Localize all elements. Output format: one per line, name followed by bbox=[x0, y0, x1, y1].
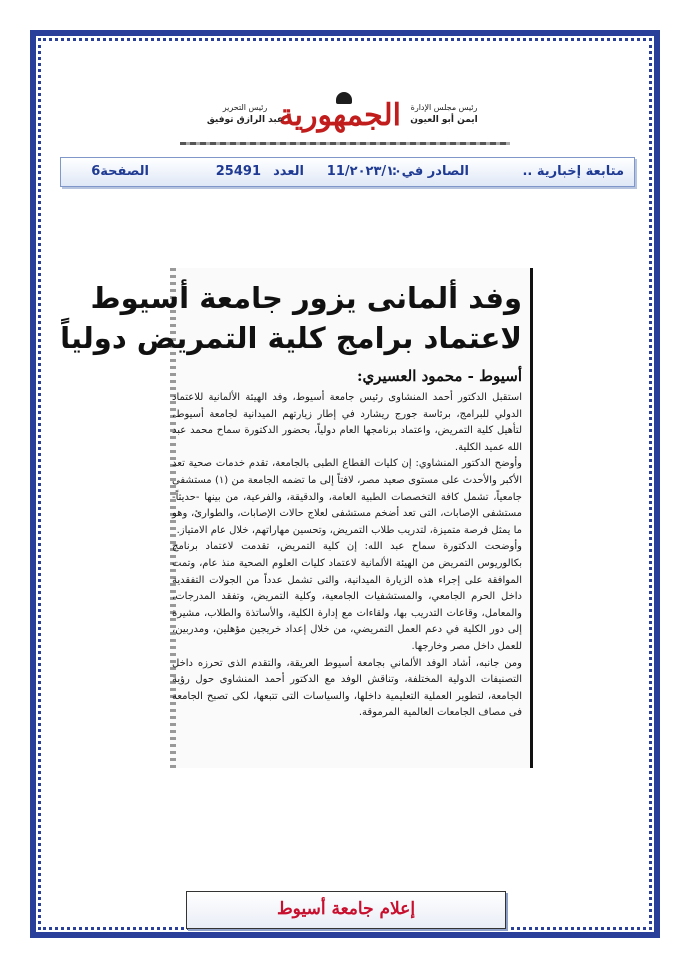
article-body bbox=[172, 390, 522, 722]
masthead-chairman-name: ايمن أبو العيون bbox=[410, 115, 478, 125]
newspaper-logo: الجمهورية bbox=[278, 98, 401, 133]
section-label: متابعة إخبارية .. bbox=[522, 164, 624, 179]
newspaper-masthead bbox=[205, 96, 485, 140]
masthead-chairman-role: رئيس مجلس الإدارة bbox=[410, 103, 478, 112]
newspaper-clipping bbox=[60, 268, 533, 768]
masthead-editor-role: رئيس التحرير bbox=[222, 103, 268, 112]
article-paragraph: وأوضحت الدكتورة سماح عبد الله: إن كلية التمريض، تقدمت لاعتماد برنامج بكالوريوس التمريض من الهيئة الألمانية لاعتماد كليات العلوم الصحية منذ عام، وتمت الموافقة على إجراء هذه الزيارة الميدانية، والتى تشمل عدداً من الجولات التفقدية داخل الحرم الجامعي، والمستشفيات الجامعية، وكلية التمريض، وتفقد المدرجات، والمعامل، وقاعات التدريب بها، ولقاءات مع إدارة الكلية، والأساتذة والطلاب، مشيرة إلى دور الكلية في دعم العمل التمريضي، من خلال إعداد خريجين مؤهلين، ومدربين، للعمل داخل مصر وخارجها. bbox=[172, 541, 522, 652]
article-headline bbox=[60, 278, 522, 358]
footer-credit: إعلام جامعة أسيوط bbox=[276, 899, 416, 919]
headline-line-2: لاعتماد برامج كلية التمريض دولياً bbox=[60, 321, 522, 355]
article-paragraph: وأوضح الدكتور المنشاوي: إن كليات القطاع الطبى بالجامعة، تقدم خدمات صحية تعد الأكبر والأحدث على مستوى صعيد مصر، لافتاً إلى ما تضمه الجامعة من (١) مستشفى جامعياً، تشمل كافة التخصصات الطبية العامة، والدقيقة، والفرعية، من بينها -حديثاً- مستشفى الإصابات، التى تعد أضخم مستشفى لعلاج حالات الإصابات، والطوارئ، وهو ما يمثل فرصة متميزة، لتدريب طلاب التمريض، وتحسين مهاراتهم، خلال عام الامتياز. bbox=[172, 458, 522, 536]
masthead-chairman bbox=[403, 102, 485, 126]
masthead-rule bbox=[180, 142, 510, 145]
masthead-editor bbox=[205, 102, 285, 126]
article-paragraph: استقبل الدكتور أحمد المنشاوى رئيس جامعة أسيوط، وفد الهيئة الألمانية للاعتماد الدولي للبرامج، برئاسة جورج ريشارد في إطار زيارتهم الميدانية لجامعة أسيوط، لتأهيل كلية التمريض، واعتماد برنامجها العام دولياً، بحضور الدكتورة سماح محمد عبد الله عميد الكلية. bbox=[172, 392, 522, 453]
headline-line-1: وفد ألمانى يزور جامعة أسيوط bbox=[90, 281, 522, 315]
issue-date: ٢٠٢٣/١٠/11 bbox=[326, 164, 402, 179]
article-paragraph: ومن جانبه، أشاد الوفد الألماني بجامعة أسيوط العريقة، والتقدم الذى تحرزه داخل التصنيفات الدولية المختلفة، وتناقش الوفد مع الدكتور أحمد المنشاوى حول رؤية الجامعة، لتطوير العملية التعليمية داخلها، والسياسات التى تتبعها، لكى تصبح الجامعة فى مصاف الجامعات العالمية المرموقة. bbox=[172, 657, 522, 719]
date-label: الصادر في : bbox=[391, 164, 469, 179]
article-byline: أسيوط - محمود العسيري: bbox=[356, 367, 522, 385]
page-number: الصفحة6 bbox=[91, 164, 149, 179]
publication-info-bar bbox=[60, 157, 635, 187]
footer-credit-box bbox=[186, 891, 506, 929]
masthead-editor-name: عبد الرازق توفيق bbox=[206, 115, 284, 125]
issue-number: 25491 bbox=[215, 164, 261, 179]
issue-label: العدد bbox=[273, 164, 304, 179]
